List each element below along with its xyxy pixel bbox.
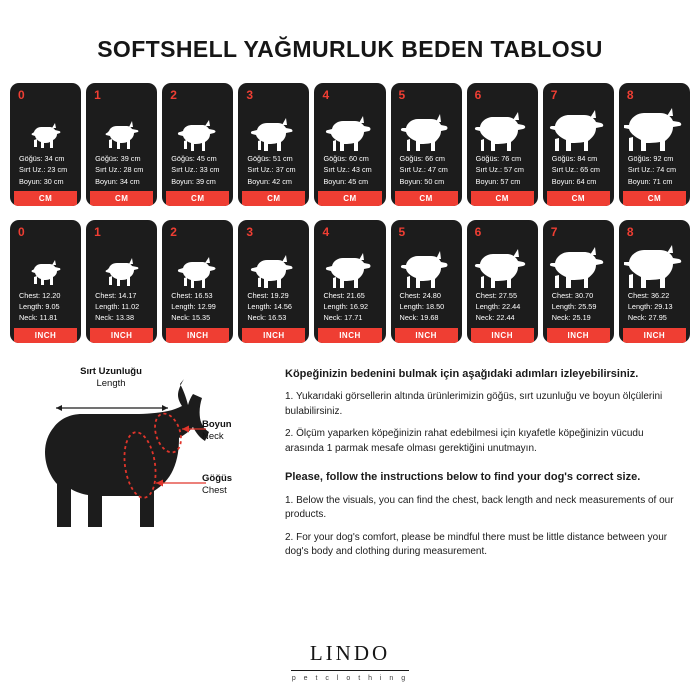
dog-silhouette-icon <box>547 240 610 288</box>
length-value: Sırt Uz.: 57 cm <box>475 165 524 175</box>
brand-logo <box>0 641 700 682</box>
size-card-cm-7 <box>543 83 614 206</box>
dog-silhouette-icon <box>395 240 458 288</box>
neck-value: Boyun: 42 cm <box>247 176 292 186</box>
neck-value: Boyun: 45 cm <box>323 176 369 186</box>
size-card-inch-6 <box>467 220 538 343</box>
dog-silhouette-icon <box>318 240 381 288</box>
instruction-tr-1: 1. Yukarıdaki görsellerin altında ürünlerimizin göğüs, sırt uzunluğu ve boyun ölçülerini bulabilirsiniz. <box>285 391 663 417</box>
size-number: 7 <box>550 88 558 102</box>
neck-value: Boyun: 30 cm <box>19 176 64 186</box>
page-title: SOFTSHELL YAĞMURLUK BEDEN TABLOSU <box>97 36 603 62</box>
size-number: 6 <box>474 88 482 102</box>
instructions-column <box>271 361 684 568</box>
dog-silhouette-icon <box>318 103 381 151</box>
chest-label: Göğüs Chest <box>202 472 233 496</box>
chest-value: Göğüs: 92 cm <box>627 154 674 163</box>
chest-value: Göğüs: 45 cm <box>171 154 217 163</box>
size-specs <box>623 153 686 191</box>
dog-silhouette-icon <box>395 103 458 151</box>
dog-silhouette-icon <box>166 240 229 288</box>
size-card-inch-0 <box>10 220 81 343</box>
size-number: 1 <box>94 224 101 239</box>
size-specs <box>395 153 458 191</box>
neck-value: Boyun: 34 cm <box>95 176 140 186</box>
size-number: 3 <box>246 224 254 239</box>
neck-value: Neck: 11.81 <box>19 313 58 323</box>
size-number: 1 <box>94 88 101 102</box>
neck-value: Boyun: 71 cm <box>627 176 673 186</box>
unit-badge: INCH <box>471 328 534 343</box>
inch-size-row <box>0 220 700 343</box>
chest-value: Göğüs: 34 cm <box>19 154 65 163</box>
dog-measurement-illustration <box>16 361 271 568</box>
neck-value: Neck: 16.53 <box>247 313 287 323</box>
back-length-label: Sırt Uzunluğu Length <box>80 365 142 389</box>
length-value: Length: 18.50 <box>399 302 445 312</box>
size-specs <box>471 153 534 191</box>
size-card-cm-1 <box>86 83 157 206</box>
dog-silhouette-icon <box>471 103 534 151</box>
instruction-en-1: 1. Below the visuals, you can find the chest, back length and neck measurements of our products. <box>285 494 674 521</box>
chest-value: Göğüs: 66 cm <box>399 154 445 163</box>
size-card-cm-3 <box>238 83 309 206</box>
size-number: 2 <box>170 224 177 239</box>
dog-silhouette-icon <box>547 103 610 151</box>
neck-value: Neck: 27.95 <box>627 313 667 323</box>
size-number: 5 <box>398 88 406 102</box>
length-value: Sırt Uz.: 23 cm <box>19 165 68 175</box>
unit-badge: CM <box>547 191 610 206</box>
neck-value: Boyun: 50 cm <box>399 176 445 186</box>
size-card-inch-1 <box>86 220 157 343</box>
neck-value: Neck: 17.71 <box>323 313 363 323</box>
chest-value: Göğüs: 51 cm <box>247 154 293 163</box>
length-value: Length: 16.92 <box>323 302 369 312</box>
chest-value: Chest: 36.22 <box>627 290 670 300</box>
size-number: 3 <box>246 88 254 102</box>
length-value: Length: 22.44 <box>475 302 521 312</box>
size-card-cm-2 <box>162 83 233 206</box>
size-card-inch-7 <box>543 220 614 343</box>
unit-badge: INCH <box>242 328 305 343</box>
logo-divider <box>291 670 409 671</box>
brand-name: LINDO <box>309 641 391 665</box>
size-number: 0 <box>18 224 25 239</box>
length-value: Sırt Uz.: 37 cm <box>247 165 296 175</box>
size-specs <box>318 153 381 191</box>
size-specs <box>471 290 534 328</box>
cm-size-row <box>0 83 700 206</box>
chest-value: Chest: 19.29 <box>247 290 289 300</box>
chest-value: Chest: 24.80 <box>399 290 441 300</box>
length-value: Sırt Uz.: 74 cm <box>627 165 677 175</box>
chest-value: Göğüs: 60 cm <box>323 154 369 163</box>
unit-badge: CM <box>318 191 381 206</box>
dog-silhouette-icon <box>166 103 229 151</box>
dog-silhouette-icon <box>90 103 153 151</box>
unit-badge: CM <box>395 191 458 206</box>
size-specs <box>623 290 686 328</box>
chest-value: Göğüs: 39 cm <box>95 154 141 163</box>
brand-tagline: p e t c l o t h i n g <box>291 675 409 682</box>
instructions-heading-tr: Köpeğinizin bedenini bulmak için aşağıdaki adımları izleyebilirsiniz. <box>285 367 639 380</box>
dog-silhouette-icon <box>471 240 534 288</box>
size-specs <box>14 153 77 191</box>
unit-badge: CM <box>90 191 153 206</box>
unit-badge: INCH <box>14 328 77 343</box>
size-number: 7 <box>550 224 558 239</box>
size-card-cm-4 <box>314 83 385 206</box>
measurement-guide <box>0 361 700 568</box>
chest-value: Göğüs: 84 cm <box>551 154 598 163</box>
length-value: Sırt Uz.: 33 cm <box>171 165 220 175</box>
size-specs <box>395 290 458 328</box>
unit-badge: CM <box>242 191 305 206</box>
size-number: 6 <box>474 224 482 239</box>
chest-value: Chest: 14.17 <box>95 290 137 300</box>
size-card-inch-4 <box>314 220 385 343</box>
length-value: Length: 12.99 <box>171 302 216 312</box>
chest-value: Göğüs: 76 cm <box>475 154 522 163</box>
unit-badge: INCH <box>90 328 153 343</box>
size-card-inch-3 <box>238 220 309 343</box>
length-value: Sırt Uz.: 47 cm <box>399 165 448 175</box>
dog-silhouette-icon <box>14 103 77 151</box>
unit-badge: INCH <box>395 328 458 343</box>
size-card-cm-8 <box>619 83 690 206</box>
size-card-inch-2 <box>162 220 233 343</box>
unit-badge: CM <box>623 191 686 206</box>
unit-badge: INCH <box>547 328 610 343</box>
size-card-cm-6 <box>467 83 538 206</box>
length-value: Sırt Uz.: 43 cm <box>323 165 372 175</box>
size-number: 8 <box>626 224 634 239</box>
neck-value: Boyun: 39 cm <box>171 176 216 186</box>
length-value: Sırt Uz.: 28 cm <box>95 165 144 175</box>
chest-value: Chest: 16.53 <box>171 290 213 300</box>
size-number: 5 <box>398 224 406 239</box>
size-number: 2 <box>170 88 177 102</box>
size-card-inch-5 <box>391 220 462 343</box>
neck-value: Neck: 13.38 <box>95 313 135 323</box>
length-value: Length: 9.05 <box>19 302 60 312</box>
length-value: Length: 29.13 <box>627 302 673 312</box>
dog-silhouette-icon <box>14 240 77 288</box>
dog-silhouette-icon <box>623 103 686 151</box>
unit-badge: INCH <box>166 328 229 343</box>
size-specs <box>318 290 381 328</box>
neck-value: Boyun: 57 cm <box>475 176 521 186</box>
size-specs <box>547 153 610 191</box>
unit-badge: CM <box>471 191 534 206</box>
dog-silhouette-icon <box>623 240 686 288</box>
length-value: Length: 25.59 <box>551 302 597 312</box>
neck-label: Boyun Neck <box>202 418 232 442</box>
neck-value: Neck: 25.19 <box>551 313 591 323</box>
unit-badge: CM <box>166 191 229 206</box>
dog-silhouette-icon <box>242 240 305 288</box>
size-number: 4 <box>322 224 330 239</box>
chest-value: Chest: 12.20 <box>19 290 61 300</box>
chest-value: Chest: 21.65 <box>323 290 365 300</box>
instructions-heading-en: Please, follow the instructions below to find your dog's correct size. <box>285 471 641 484</box>
size-card-cm-0 <box>10 83 81 206</box>
chest-value: Chest: 27.55 <box>475 290 518 300</box>
size-specs <box>90 290 153 328</box>
chest-value: Chest: 30.70 <box>551 290 594 300</box>
size-specs <box>242 153 305 191</box>
size-card-cm-5 <box>391 83 462 206</box>
size-specs <box>166 290 229 328</box>
unit-badge: INCH <box>623 328 686 343</box>
size-specs <box>14 290 77 328</box>
length-value: Sırt Uz.: 65 cm <box>551 165 601 175</box>
neck-value: Boyun: 64 cm <box>551 176 597 186</box>
instruction-tr-2: 2. Ölçüm yaparken köpeğinizin rahat edebilmesi için kıyafetle köpeğinizin vücudu arasında 1 parmak mesafe olması gerektiğini unutmayın. <box>285 428 644 454</box>
unit-badge: INCH <box>318 328 381 343</box>
neck-value: Neck: 22.44 <box>475 313 515 323</box>
size-number: 8 <box>626 88 634 102</box>
size-specs <box>242 290 305 328</box>
size-specs <box>547 290 610 328</box>
size-card-inch-8 <box>619 220 690 343</box>
size-number: 0 <box>18 88 25 102</box>
length-value: Length: 11.02 <box>95 302 140 312</box>
unit-badge: CM <box>14 191 77 206</box>
neck-value: Neck: 15.35 <box>171 313 211 323</box>
size-specs <box>90 153 153 191</box>
dog-silhouette-icon <box>90 240 153 288</box>
size-number: 4 <box>322 88 330 102</box>
dog-silhouette-icon <box>242 103 305 151</box>
instruction-en-2: 2. For your dog's comfort, please be mindful there must be little distance between your dog's body and clothing during measurement. <box>285 531 668 558</box>
length-value: Length: 14.56 <box>247 302 292 312</box>
neck-value: Neck: 19.68 <box>399 313 439 323</box>
size-specs <box>166 153 229 191</box>
